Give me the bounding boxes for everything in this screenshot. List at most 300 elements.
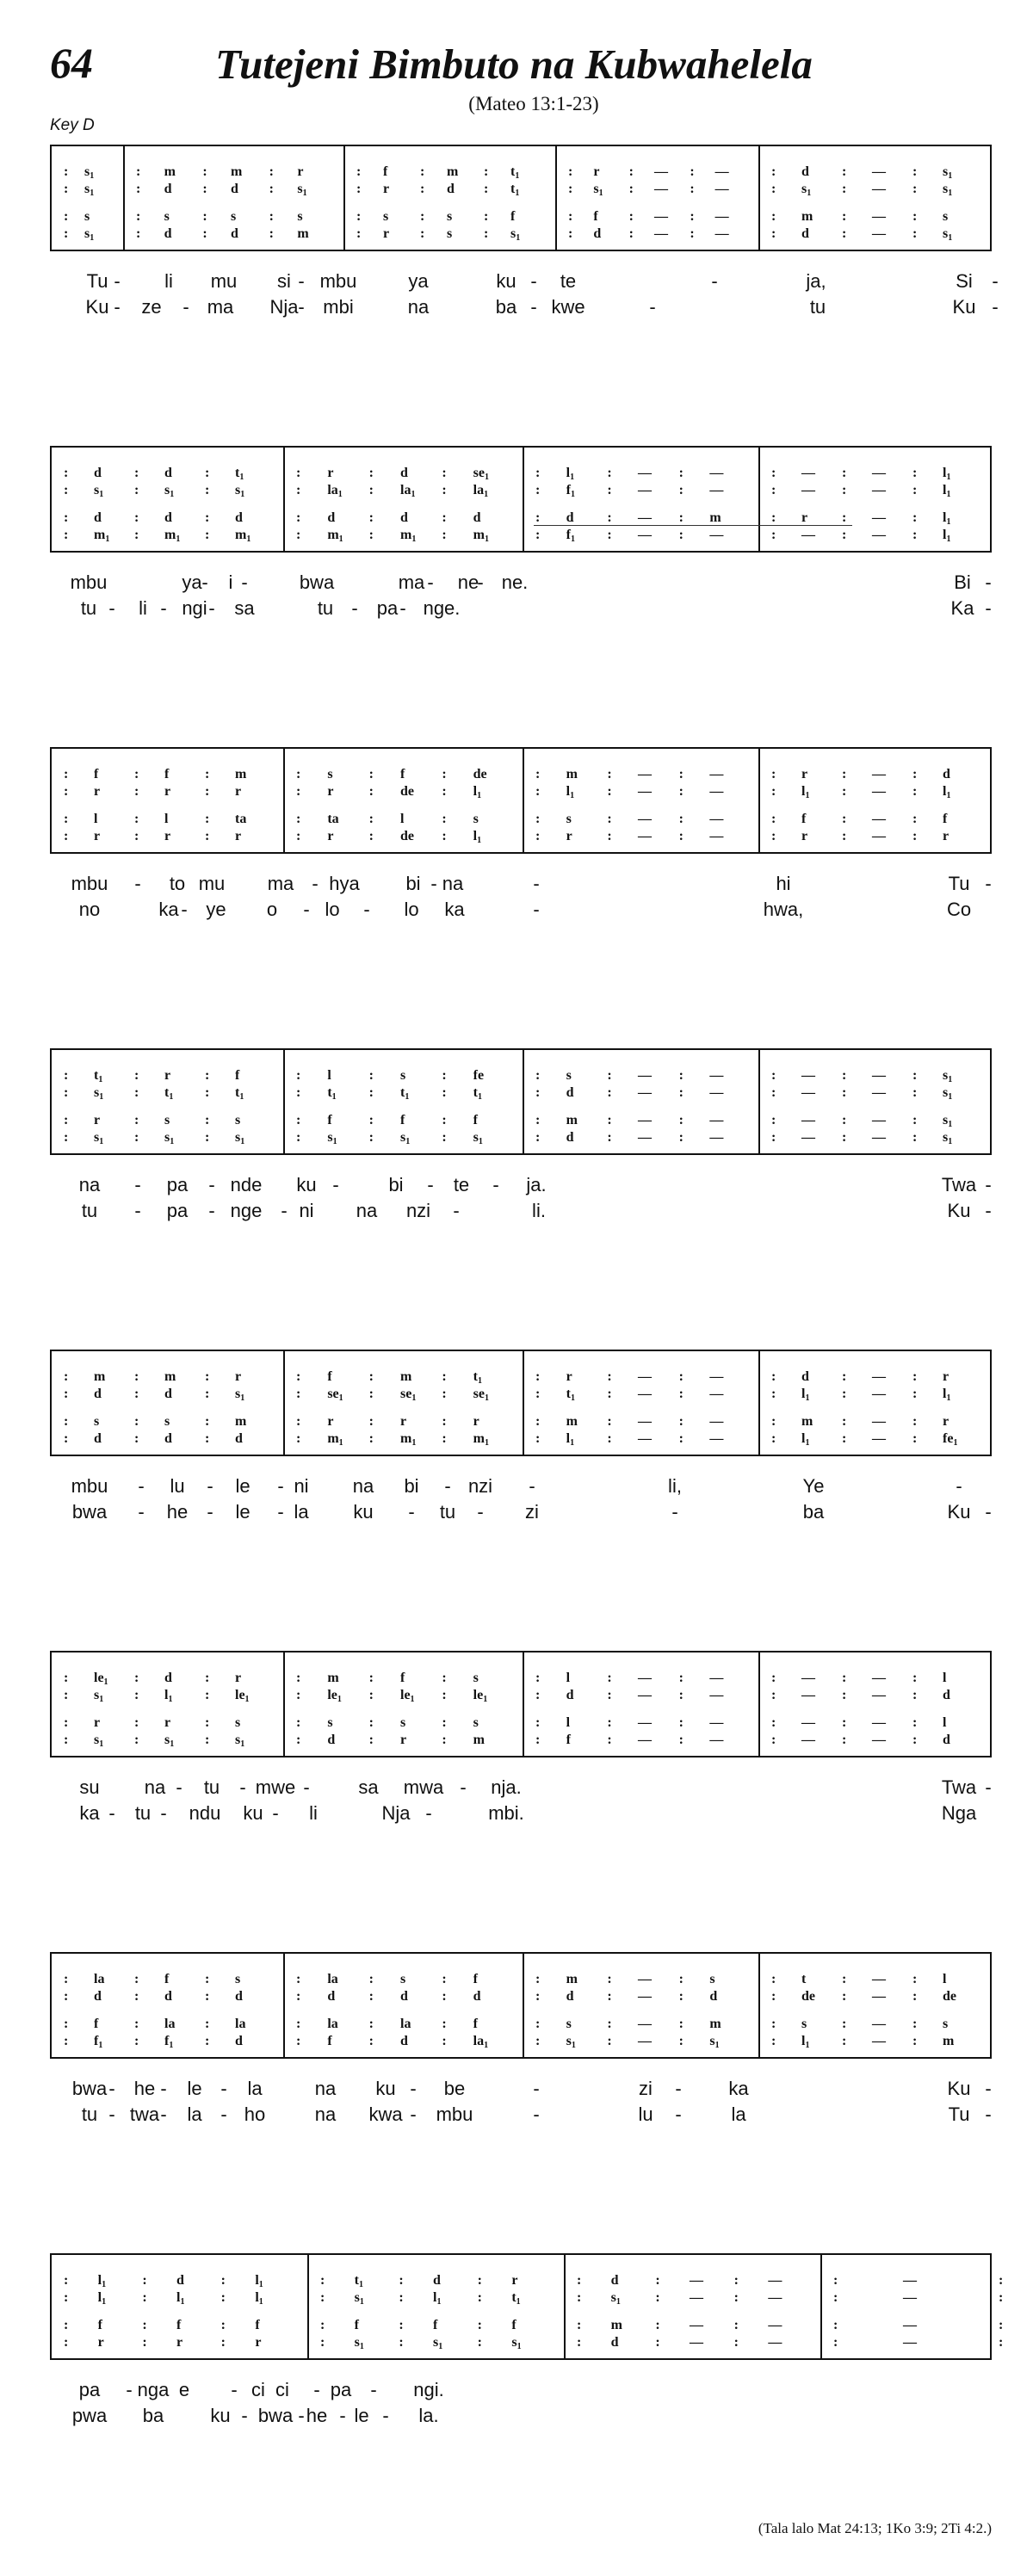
lyric-syllable: sa — [358, 1776, 379, 1798]
lyric-syllable: tu — [809, 296, 826, 318]
beat-colon: : — [535, 1068, 541, 1083]
lyric-syllable: Twa — [941, 1174, 977, 1195]
lyric-syllable: na — [442, 873, 464, 894]
beat-colon: : — [134, 1733, 139, 1747]
solfa-symbol: $t_1$ — [473, 1369, 482, 1386]
solfa-symbol: d — [176, 2273, 184, 2288]
lyric-syllable: ku — [210, 2405, 231, 2426]
lyric-hyphen: - — [182, 296, 189, 318]
beat-colon: : — [64, 209, 69, 224]
solfa-symbol: f — [383, 164, 388, 179]
beat-colon: : — [477, 2335, 482, 2350]
beat-colon: : — [842, 1068, 847, 1083]
solfa-symbol: r — [235, 829, 242, 843]
lyric-hyphen: - — [529, 1475, 535, 1497]
lyric-syllable: na — [314, 2078, 337, 2099]
lyric-syllable: Ku — [947, 2078, 971, 2099]
beat-colon: : — [842, 1671, 847, 1685]
solfa-symbol: — — [872, 1671, 886, 1685]
lyric-hyphen: - — [530, 270, 537, 292]
solfa-symbol: $s_1$ — [235, 483, 245, 499]
lyric-syllable: si — [277, 270, 291, 292]
solfa-symbol: de — [400, 829, 414, 843]
solfa-symbol: la — [164, 2017, 176, 2031]
lyric-hyphen: - — [363, 899, 370, 920]
beat-colon: : — [296, 829, 301, 843]
beat-colon: : — [205, 1688, 210, 1702]
solfa-symbol: $s_1$ — [94, 1130, 104, 1146]
beat-colon: : — [842, 2017, 847, 2031]
beat-colon: : — [999, 2335, 1004, 2350]
lyric-hyphen: - — [108, 1802, 115, 1824]
solfa-symbol: — — [654, 164, 668, 179]
solfa-symbol: $l_1$ — [473, 829, 482, 845]
beat-colon: : — [399, 2290, 404, 2305]
solfa-symbol: — — [638, 1733, 652, 1747]
lyric-syllable: bi — [388, 1174, 404, 1195]
beat-colon: : — [771, 2034, 776, 2048]
solfa-symbol: de — [943, 1989, 956, 2004]
barline — [523, 1050, 524, 1153]
solfa-symbol: $t_1$ — [566, 1387, 575, 1403]
lyric-hyphen: - — [298, 296, 305, 318]
solfa-symbol: f — [473, 1113, 478, 1127]
solfa-staff — [50, 1048, 992, 1155]
beat-colon: : — [134, 1715, 139, 1730]
lyric-syllable: kwe — [551, 296, 585, 318]
beat-colon: : — [607, 510, 612, 525]
solfa-symbol: $l_1$ — [97, 2290, 107, 2307]
lyric-syllable: ka — [444, 899, 465, 920]
scripture-reference: (Mateo 13:1-23) — [468, 93, 599, 114]
beat-colon: : — [442, 1972, 447, 1986]
beat-colon: : — [205, 1130, 210, 1145]
lyric-syllable: mu — [210, 270, 238, 292]
lyric-syllable: ho — [244, 2103, 266, 2125]
lyric-syllable: nde — [230, 1174, 263, 1195]
beat-colon: : — [202, 209, 207, 224]
beat-colon: : — [205, 1068, 210, 1083]
barline — [283, 448, 285, 551]
slur-line — [534, 525, 852, 526]
lyric-syllable: tu — [203, 1776, 220, 1798]
solfa-symbol: $l_1$ — [943, 528, 951, 544]
beat-colon: : — [368, 483, 374, 497]
solfa-symbol: $s_1$ — [400, 1130, 411, 1146]
lyric-syllable: Ye — [802, 1475, 825, 1497]
solfa-symbol: s — [84, 209, 90, 224]
solfa-symbol: $s_1$ — [235, 1387, 245, 1403]
solfa-symbol: — — [872, 1369, 886, 1384]
solfa-symbol: r — [94, 829, 101, 843]
beat-colon: : — [607, 483, 612, 497]
solfa-symbol: — — [872, 466, 886, 480]
lyric-syllable: la — [247, 2078, 263, 2099]
lyric-hyphen: - — [241, 2405, 248, 2426]
lyric-hyphen: - — [160, 597, 167, 619]
solfa-symbol: $le_1$ — [473, 1688, 488, 1704]
beat-colon: : — [912, 2034, 918, 2048]
solfa-staff — [50, 2253, 1004, 2360]
lyric-hyphen: - — [134, 1200, 141, 1221]
beat-colon: : — [64, 2318, 69, 2332]
solfa-symbol: d — [94, 1989, 102, 2004]
lyric-hyphen: - — [985, 1200, 992, 1221]
lyric-hyphen: - — [985, 2078, 992, 2099]
lyric-syllable: ka — [158, 899, 179, 920]
lyric-syllable: mbi — [323, 296, 354, 318]
beat-colon: : — [842, 1989, 847, 2004]
beat-colon: : — [134, 1989, 139, 2004]
beat-colon: : — [64, 164, 69, 179]
solfa-symbol: d — [566, 1130, 574, 1145]
lyric-hyphen: - — [208, 597, 215, 619]
lyric-hyphen: - — [408, 1501, 415, 1523]
solfa-symbol: — — [638, 829, 652, 843]
solfa-symbol: $le_1$ — [94, 1671, 108, 1687]
solfa-symbol: $s_1$ — [94, 483, 104, 499]
beat-colon: : — [912, 1085, 918, 1100]
solfa-symbol: — — [690, 2273, 703, 2288]
beat-colon: : — [442, 1414, 447, 1429]
solfa-staff — [50, 747, 992, 854]
solfa-symbol: $se_1$ — [327, 1387, 343, 1403]
beat-colon: : — [771, 466, 776, 480]
beat-colon: : — [205, 1369, 210, 1384]
beat-colon: : — [64, 2290, 69, 2305]
beat-colon: : — [442, 1369, 447, 1384]
solfa-symbol: $s_1$ — [943, 1113, 953, 1129]
solfa-symbol: — — [872, 1068, 886, 1083]
beat-colon: : — [368, 1387, 374, 1401]
lyric-hyphen: - — [126, 2379, 133, 2400]
lyric-syllable: tu — [80, 597, 97, 619]
solfa-symbol: — — [872, 1085, 886, 1100]
lyric-syllable: ba — [142, 2405, 164, 2426]
beat-colon: : — [484, 182, 489, 196]
beat-colon: : — [64, 182, 69, 196]
solfa-symbol: $le_1$ — [327, 1688, 342, 1704]
lyric-hyphen: - — [181, 899, 188, 920]
barline — [283, 1954, 285, 2057]
beat-colon: : — [205, 1989, 210, 2004]
lyric-syllable: ku — [496, 270, 516, 292]
music-system — [50, 446, 992, 764]
solfa-symbol: m — [297, 226, 309, 241]
solfa-symbol: — — [709, 1431, 724, 1446]
lyric-hyphen: - — [533, 2103, 540, 2125]
lyric-syllable: he — [306, 2405, 328, 2426]
beat-colon: : — [999, 2273, 1004, 2288]
solfa-symbol: — — [638, 1431, 652, 1446]
lyric-syllable: pa — [376, 597, 399, 619]
beat-colon: : — [484, 226, 489, 241]
beat-colon: : — [399, 2335, 404, 2350]
beat-colon: : — [912, 1369, 918, 1384]
beat-colon: : — [134, 1130, 139, 1145]
lyric-hyphen: - — [477, 571, 484, 593]
beat-colon: : — [842, 1431, 847, 1446]
beat-colon: : — [912, 784, 918, 799]
lyric-syllable: mwe — [255, 1776, 296, 1798]
beat-colon: : — [912, 528, 918, 542]
beat-colon: : — [842, 1387, 847, 1401]
beat-colon: : — [842, 182, 847, 196]
beat-colon: : — [678, 1369, 684, 1384]
key-signature: Key D — [50, 116, 95, 134]
barline — [283, 749, 285, 852]
solfa-symbol: f — [511, 2318, 516, 2332]
lyric-hyphen: - — [108, 597, 115, 619]
lyric-syllable: ne — [457, 571, 479, 593]
beat-colon: : — [678, 483, 684, 497]
solfa-symbol: $m_1$ — [473, 1431, 489, 1448]
solfa-symbol: $s_1$ — [84, 164, 95, 181]
barline — [758, 1954, 760, 2057]
beat-colon: : — [134, 483, 139, 497]
solfa-symbol: d — [235, 1431, 243, 1446]
beat-colon: : — [655, 2273, 660, 2288]
solfa-symbol: d — [327, 1733, 336, 1747]
beat-colon: : — [356, 182, 362, 196]
beat-colon: : — [136, 182, 141, 196]
solfa-symbol: f — [164, 1972, 170, 1986]
lyric-syllable: la. — [418, 2405, 439, 2426]
beat-colon: : — [628, 164, 634, 179]
beat-colon: : — [442, 784, 447, 799]
beat-colon: : — [912, 1414, 918, 1429]
solfa-symbol: d — [943, 1688, 950, 1702]
solfa-symbol: r — [327, 466, 334, 480]
lyric-syllable: nge. — [423, 597, 461, 619]
solfa-symbol: $s_1$ — [94, 1733, 104, 1749]
beat-colon: : — [690, 209, 695, 224]
lyric-hyphen: - — [351, 597, 358, 619]
beat-colon: : — [442, 1715, 447, 1730]
beat-colon: : — [912, 1431, 918, 1446]
music-system — [50, 747, 992, 1066]
lyric-syllable: le — [187, 2078, 202, 2099]
lyric-syllable: ci — [275, 2379, 289, 2400]
beat-colon: : — [607, 1972, 612, 1986]
lyric-hyphen: - — [312, 873, 319, 894]
solfa-symbol: m — [231, 164, 243, 179]
solfa-symbol: — — [768, 2273, 782, 2288]
beat-colon: : — [733, 2335, 739, 2350]
beat-colon: : — [64, 2273, 69, 2288]
beat-colon: : — [535, 1414, 541, 1429]
lyric-syllable: mbu — [70, 571, 108, 593]
solfa-symbol: $t_1$ — [400, 1085, 410, 1102]
beat-colon: : — [678, 1113, 684, 1127]
solfa-symbol: $s_1$ — [943, 182, 953, 198]
solfa-symbol: — — [638, 1085, 652, 1100]
solfa-symbol: la — [94, 1972, 105, 1986]
solfa-symbol: $t_1$ — [511, 2290, 521, 2307]
solfa-symbol: d — [164, 1671, 172, 1685]
solfa-staff — [50, 1350, 992, 1456]
beat-colon: : — [205, 1671, 210, 1685]
beat-colon: : — [842, 528, 847, 542]
beat-colon: : — [842, 483, 847, 497]
solfa-symbol: r — [383, 182, 390, 196]
beat-colon: : — [296, 1972, 301, 1986]
solfa-symbol: d — [433, 2273, 441, 2288]
beat-colon: : — [535, 1972, 541, 1986]
barline — [283, 1351, 285, 1455]
solfa-symbol: s — [566, 2017, 572, 2031]
beat-colon: : — [64, 829, 69, 843]
beat-colon: : — [269, 182, 274, 196]
lyric-hyphen: - — [298, 270, 305, 292]
solfa-symbol: s — [235, 1972, 241, 1986]
lyric-syllable: li — [164, 270, 173, 292]
beat-colon: : — [356, 209, 362, 224]
solfa-symbol: — — [638, 784, 652, 799]
solfa-symbol: — — [638, 2034, 652, 2048]
beat-colon: : — [912, 164, 918, 179]
solfa-symbol: — — [801, 1715, 815, 1730]
beat-colon: : — [205, 1972, 210, 1986]
beat-colon: : — [607, 1369, 612, 1384]
solfa-symbol: d — [593, 226, 602, 241]
solfa-symbol: de — [801, 1989, 815, 2004]
beat-colon: : — [442, 1688, 447, 1702]
lyric-syllable: mu — [198, 873, 226, 894]
lyric-hyphen: - — [427, 1174, 434, 1195]
solfa-symbol: $s_1$ — [593, 182, 603, 198]
lyric-syllable: ye — [206, 899, 226, 920]
solfa-symbol: m — [235, 767, 247, 781]
barline — [758, 1351, 760, 1455]
beat-colon: : — [842, 1972, 847, 1986]
beat-colon: : — [568, 226, 573, 241]
barline — [523, 1652, 524, 1756]
beat-colon: : — [64, 1688, 69, 1702]
solfa-symbol: — — [872, 528, 886, 542]
solfa-symbol: — — [709, 1671, 724, 1685]
solfa-symbol: l — [400, 812, 405, 826]
solfa-symbol: d — [164, 510, 172, 525]
beat-colon: : — [607, 767, 612, 781]
solfa-symbol: — — [872, 226, 886, 241]
beat-colon: : — [142, 2318, 147, 2332]
lyric-syllable: lo — [404, 899, 419, 920]
beat-colon: : — [399, 2273, 404, 2288]
solfa-symbol: — — [768, 2290, 782, 2305]
solfa-symbol: $t_1$ — [510, 164, 520, 181]
solfa-symbol: $m_1$ — [327, 528, 343, 544]
solfa-symbol: — — [801, 1733, 815, 1747]
beat-colon: : — [842, 510, 847, 525]
beat-colon: : — [912, 1387, 918, 1401]
solfa-symbol: $s_1$ — [164, 1733, 175, 1749]
beat-colon: : — [678, 1989, 684, 2004]
lyric-syllable: ngi. — [413, 2379, 444, 2400]
lyric-syllable: bwa — [71, 1501, 108, 1523]
beat-colon: : — [202, 164, 207, 179]
beat-colon: : — [690, 226, 695, 241]
beat-colon: : — [442, 510, 447, 525]
solfa-symbol: — — [872, 182, 886, 196]
solfa-symbol: $s_1$ — [433, 2335, 443, 2351]
solfa-symbol: m — [801, 209, 813, 224]
beat-colon: : — [678, 1715, 684, 1730]
solfa-symbol: — — [872, 829, 886, 843]
beat-colon: : — [134, 1688, 139, 1702]
lyric-hyphen: - — [332, 1174, 339, 1195]
solfa-symbol: f — [510, 209, 516, 224]
beat-colon: : — [607, 1414, 612, 1429]
beat-colon: : — [205, 1414, 210, 1429]
beat-colon: : — [296, 767, 301, 781]
lyric-syllable: tu — [439, 1501, 456, 1523]
lyric-syllable: te — [560, 270, 577, 292]
solfa-symbol: — — [714, 182, 729, 196]
solfa-symbol: s — [231, 209, 237, 224]
beat-colon: : — [442, 1387, 447, 1401]
lyric-hyphen: - — [272, 1802, 279, 1824]
solfa-symbol: d — [327, 1989, 336, 2004]
beat-colon: : — [912, 483, 918, 497]
beat-colon: : — [535, 528, 541, 542]
beat-colon: : — [64, 483, 69, 497]
beat-colon: : — [568, 164, 573, 179]
lyric-syllable: Nga — [941, 1802, 977, 1824]
lyric-syllable: ku — [375, 2078, 396, 2099]
beat-colon: : — [628, 209, 634, 224]
lyric-hyphen: - — [410, 2078, 417, 2099]
beat-colon: : — [368, 1733, 374, 1747]
lyric-syllable: ma — [207, 296, 234, 318]
beat-colon: : — [205, 2034, 210, 2048]
beat-colon: : — [535, 767, 541, 781]
beat-colon: : — [296, 528, 301, 542]
lyric-hyphen: - — [711, 270, 718, 292]
beat-colon: : — [912, 1130, 918, 1145]
barline — [758, 146, 760, 250]
beat-colon: : — [535, 1715, 541, 1730]
solfa-symbol: f — [327, 1369, 332, 1384]
lyric-syllable: Bi — [954, 571, 971, 593]
solfa-symbol: f — [97, 2318, 102, 2332]
beat-colon: : — [678, 812, 684, 826]
lyric-hyphen: - — [992, 296, 999, 318]
lyric-syllable: ya — [182, 571, 202, 593]
solfa-symbol: f — [164, 767, 170, 781]
solfa-symbol: r — [801, 829, 808, 843]
beat-colon: : — [842, 2034, 847, 2048]
beat-colon: : — [678, 466, 684, 480]
beat-colon: : — [296, 1387, 301, 1401]
beat-colon: : — [535, 1431, 541, 1446]
solfa-symbol: — — [709, 1130, 724, 1145]
solfa-symbol: $s_1$ — [473, 1130, 483, 1146]
solfa-symbol: r — [943, 1414, 949, 1429]
solfa-symbol: f — [354, 2318, 359, 2332]
beat-colon: : — [134, 767, 139, 781]
solfa-staff — [50, 1952, 992, 2059]
lyric-hyphen: - — [985, 597, 992, 619]
solfa-symbol: f — [327, 2034, 332, 2048]
beat-colon: : — [368, 1414, 374, 1429]
solfa-symbol: fe — [473, 1068, 485, 1083]
beat-colon: : — [535, 1733, 541, 1747]
beat-colon: : — [912, 466, 918, 480]
lyric-syllable: Ku — [947, 1200, 971, 1221]
beat-colon: : — [134, 1369, 139, 1384]
lyric-syllable: mbi. — [488, 1802, 524, 1824]
